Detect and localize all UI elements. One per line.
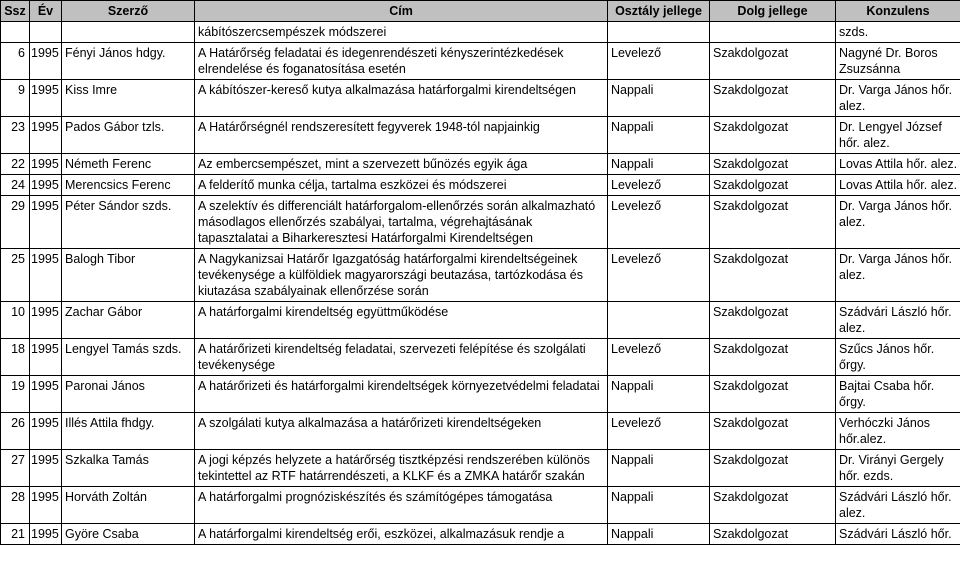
cell-ev: 1995	[30, 376, 62, 413]
cell-ssz: 19	[1, 376, 30, 413]
cell-dolg: Szakdolgozat	[710, 43, 836, 80]
cell-osztaly: Levelező	[608, 339, 710, 376]
cell-konzulens: Bajtai Csaba hőr. őrgy.	[836, 376, 960, 413]
cell-dolg: Szakdolgozat	[710, 450, 836, 487]
cell-ssz: 18	[1, 339, 30, 376]
cell-szerzo: Fényi János hdgy.	[62, 43, 195, 80]
table-row	[1, 376, 960, 413]
cell-osztaly: Levelező	[608, 175, 710, 196]
col-header-konzulens: Konzulens	[836, 1, 960, 22]
cell-dolg: Szakdolgozat	[710, 175, 836, 196]
cell-osztaly: Nappali	[608, 117, 710, 154]
table-row	[1, 154, 960, 175]
cell-cim: A határőrizeti kirendeltség feladatai, szervezeti felépítése és szolgálati tevékenysége	[195, 339, 608, 376]
cell-osztaly: Nappali	[608, 487, 710, 524]
table-body	[1, 22, 960, 545]
cell-ssz: 24	[1, 175, 30, 196]
cell-szerzo: Németh Ferenc	[62, 154, 195, 175]
cell-osztaly	[608, 302, 710, 339]
cell-osztaly: Nappali	[608, 450, 710, 487]
cell-konzulens: Verhóczki János hőr.alez.	[836, 413, 960, 450]
table-row	[1, 80, 960, 117]
cell-konzulens: Lovas Attila hőr. alez.	[836, 154, 960, 175]
cell-cim: kábítószercsempészek módszerei	[195, 22, 608, 43]
col-header-ssz: Ssz	[1, 1, 30, 22]
cell-osztaly: Levelező	[608, 413, 710, 450]
cell-konzulens: Dr. Lengyel József hőr. alez.	[836, 117, 960, 154]
cell-ssz: 22	[1, 154, 30, 175]
cell-ev: 1995	[30, 117, 62, 154]
cell-szerzo: Balogh Tibor	[62, 249, 195, 302]
cell-ev: 1995	[30, 80, 62, 117]
cell-dolg: Szakdolgozat	[710, 524, 836, 545]
table-row	[1, 249, 960, 302]
table-row	[1, 175, 960, 196]
cell-ev: 1995	[30, 450, 62, 487]
cell-konzulens: Nagyné Dr. Boros Zsuzsánna	[836, 43, 960, 80]
cell-konzulens: Szűcs János hőr. őrgy.	[836, 339, 960, 376]
cell-dolg: Szakdolgozat	[710, 302, 836, 339]
cell-dolg: Szakdolgozat	[710, 80, 836, 117]
cell-ev: 1995	[30, 413, 62, 450]
cell-szerzo: Lengyel Tamás szds.	[62, 339, 195, 376]
cell-cim: A Határőrségnél rendszeresített fegyverek 1948-tól napjainkig	[195, 117, 608, 154]
cell-konzulens: Dr. Varga János hőr. alez.	[836, 249, 960, 302]
cell-konzulens: Dr. Varga János hőr. alez.	[836, 80, 960, 117]
cell-konzulens: Dr. Virányi Gergely hőr. ezds.	[836, 450, 960, 487]
col-header-dolg: Dolg jellege	[710, 1, 836, 22]
cell-osztaly: Nappali	[608, 376, 710, 413]
cell-konzulens: Szádvári László hőr. alez.	[836, 302, 960, 339]
cell-ssz: 28	[1, 487, 30, 524]
table-row	[1, 43, 960, 80]
table-row	[1, 196, 960, 249]
cell-cim: A Nagykanizsai Határőr Igazgatóság határforgalmi kirendeltségeinek tevékenysége a külföldiek magyarországi beutazása, tartózkodása és kiutazása szabályainak ellenőrzése során	[195, 249, 608, 302]
cell-szerzo: Paronai János	[62, 376, 195, 413]
cell-ssz: 27	[1, 450, 30, 487]
cell-dolg: Szakdolgozat	[710, 249, 836, 302]
cell-cim: A határforgalmi prognóziskészítés és számítógépes támogatása	[195, 487, 608, 524]
table-row	[1, 22, 960, 43]
cell-ev: 1995	[30, 302, 62, 339]
cell-cim: A Határőrség feladatai és idegenrendészeti kényszerintézkedések elrendelése és foganatosítása esetén	[195, 43, 608, 80]
table-row	[1, 487, 960, 524]
cell-cim: A szolgálati kutya alkalmazása a határőrizeti kirendeltségeken	[195, 413, 608, 450]
cell-szerzo: Györe Csaba	[62, 524, 195, 545]
cell-cim: A kábítószer-kereső kutya alkalmazása határforgalmi kirendeltségen	[195, 80, 608, 117]
cell-szerzo: Szkalka Tamás	[62, 450, 195, 487]
cell-cim: A jogi képzés helyzete a határőrség tisztképzési rendszerében különös tekintettel az RTF határrendészeti, a KLKF és a ZMKA határőr szakán	[195, 450, 608, 487]
cell-konzulens: Dr. Varga János hőr. alez.	[836, 196, 960, 249]
cell-szerzo: Merencsics Ferenc	[62, 175, 195, 196]
cell-cim: A határforgalmi kirendeltség együttműködése	[195, 302, 608, 339]
cell-cim: A szelektív és differenciált határforgalom-ellenőrzés során alkalmazható másodlagos ellenőrzés szabályai, tartalma, végrehajtásának tapasztalatai a Biharkeresztesi Határforgalmi Kirendeltségen	[195, 196, 608, 249]
table-row	[1, 339, 960, 376]
table-row	[1, 450, 960, 487]
table-row	[1, 413, 960, 450]
cell-dolg: Szakdolgozat	[710, 117, 836, 154]
cell-ev: 1995	[30, 487, 62, 524]
cell-ev: 1995	[30, 196, 62, 249]
cell-osztaly: Levelező	[608, 249, 710, 302]
cell-szerzo: Péter Sándor szds.	[62, 196, 195, 249]
cell-szerzo: Zachar Gábor	[62, 302, 195, 339]
cell-cim: A határőrizeti és határforgalmi kirendeltségek környezetvédelmi feladatai	[195, 376, 608, 413]
cell-cim: A felderítő munka célja, tartalma eszközei és módszerei	[195, 175, 608, 196]
cell-konzulens: Lovas Attila hőr. alez.	[836, 175, 960, 196]
table-row	[1, 302, 960, 339]
cell-cim: Az embercsempészet, mint a szervezett bűnözés egyik ága	[195, 154, 608, 175]
cell-dolg: Szakdolgozat	[710, 196, 836, 249]
cell-szerzo: Pados Gábor tzls.	[62, 117, 195, 154]
col-header-ev: Év	[30, 1, 62, 22]
cell-ev: 1995	[30, 249, 62, 302]
cell-ssz: 23	[1, 117, 30, 154]
cell-ev: 1995	[30, 339, 62, 376]
cell-dolg: Szakdolgozat	[710, 154, 836, 175]
header-row	[1, 1, 960, 22]
cell-szerzo: Illés Attila fhdgy.	[62, 413, 195, 450]
cell-dolg: Szakdolgozat	[710, 413, 836, 450]
col-header-cim: Cím	[195, 1, 608, 22]
cell-konzulens: Szádvári László hőr. alez.	[836, 487, 960, 524]
cell-ssz: 29	[1, 196, 30, 249]
cell-konzulens: szds.	[836, 22, 960, 43]
col-header-osztaly: Osztály jellege	[608, 1, 710, 22]
cell-ssz: 25	[1, 249, 30, 302]
cell-osztaly	[608, 22, 710, 43]
col-header-szerzo: Szerző	[62, 1, 195, 22]
cell-ev: 1995	[30, 43, 62, 80]
cell-dolg: Szakdolgozat	[710, 339, 836, 376]
cell-osztaly: Nappali	[608, 80, 710, 117]
cell-osztaly: Nappali	[608, 524, 710, 545]
cell-szerzo	[62, 22, 195, 43]
cell-dolg: Szakdolgozat	[710, 487, 836, 524]
cell-cim: A határforgalmi kirendeltség erői, eszközei, alkalmazásuk rendje a	[195, 524, 608, 545]
cell-ev: 1995	[30, 175, 62, 196]
cell-szerzo: Horváth Zoltán	[62, 487, 195, 524]
cell-dolg: Szakdolgozat	[710, 376, 836, 413]
cell-ssz	[1, 22, 30, 43]
cell-ev: 1995	[30, 524, 62, 545]
cell-ev	[30, 22, 62, 43]
cell-ssz: 21	[1, 524, 30, 545]
cell-ssz: 26	[1, 413, 30, 450]
cell-ssz: 6	[1, 43, 30, 80]
cell-osztaly: Levelező	[608, 196, 710, 249]
cell-ssz: 10	[1, 302, 30, 339]
cell-dolg	[710, 22, 836, 43]
cell-osztaly: Levelező	[608, 43, 710, 80]
cell-szerzo: Kiss Imre	[62, 80, 195, 117]
table-row	[1, 524, 960, 545]
cell-ev: 1995	[30, 154, 62, 175]
table-row	[1, 117, 960, 154]
cell-konzulens: Szádvári László hőr.	[836, 524, 960, 545]
cell-osztaly: Nappali	[608, 154, 710, 175]
cell-ssz: 9	[1, 80, 30, 117]
